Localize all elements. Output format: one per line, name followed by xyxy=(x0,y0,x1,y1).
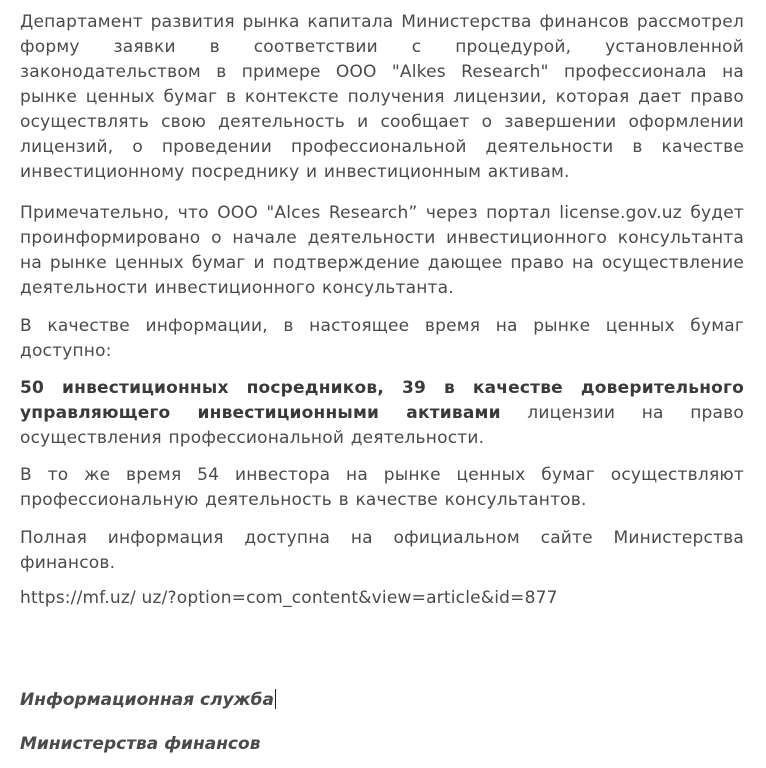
license-counts-rest: лицензии на право осуществления профессиональной деятельности. xyxy=(20,403,744,448)
paragraph-portal-notice: Примечательно, что ООО "Alces Research” через портал license.gov.uz будет проинформировано о начале деятельности инвестиционного консультанта на рынке ценных бумаг и подтверждение дающее право на осуществление деятельности инвестиционного консультанта. xyxy=(20,203,744,298)
paragraph-info-intro: В качестве информации, в настоящее время на рынке ценных бумаг доступно: xyxy=(20,316,744,361)
paragraph-license-review: Департамент развития рынка капитала Министерства финансов рассмотрел форму заявки в соответствии с процедурой, установленной законодательством в примере ООО "Alkes Research" профессионала на рынке ценных бумаг в контексте получения лицензии, которая дает право осуществлять свою деятельность и сообщает о завершении оформлении лицензий, о проведении профессиональной деятельности в качестве инвестиционному посреднику и инвестиционным активам. xyxy=(20,12,744,182)
license-counts-bold: 50 инвестиционных посредников, 39 в качестве доверительного управляющего инвестиционными активами xyxy=(20,378,744,423)
paragraph-full-info: Полная информация доступна на официальном сайте Министерства финансов. xyxy=(20,528,744,573)
signature-line-2: Министерства финансов xyxy=(20,734,261,754)
article-url[interactable]: https://mf.uz/ uz/?option=com_content&view=article&id=877 xyxy=(20,588,558,608)
signature-block xyxy=(20,688,276,757)
paragraph-license-counts xyxy=(20,376,744,451)
paragraph-consultants: В то же время 54 инвестора на рынке ценных бумаг осуществляют профессиональную деятельность в качестве консультантов. xyxy=(20,465,744,510)
signature-service: Информационная служба xyxy=(20,690,274,710)
signature-line-1 xyxy=(20,688,276,713)
text-cursor xyxy=(275,689,276,709)
document-body xyxy=(20,10,744,611)
